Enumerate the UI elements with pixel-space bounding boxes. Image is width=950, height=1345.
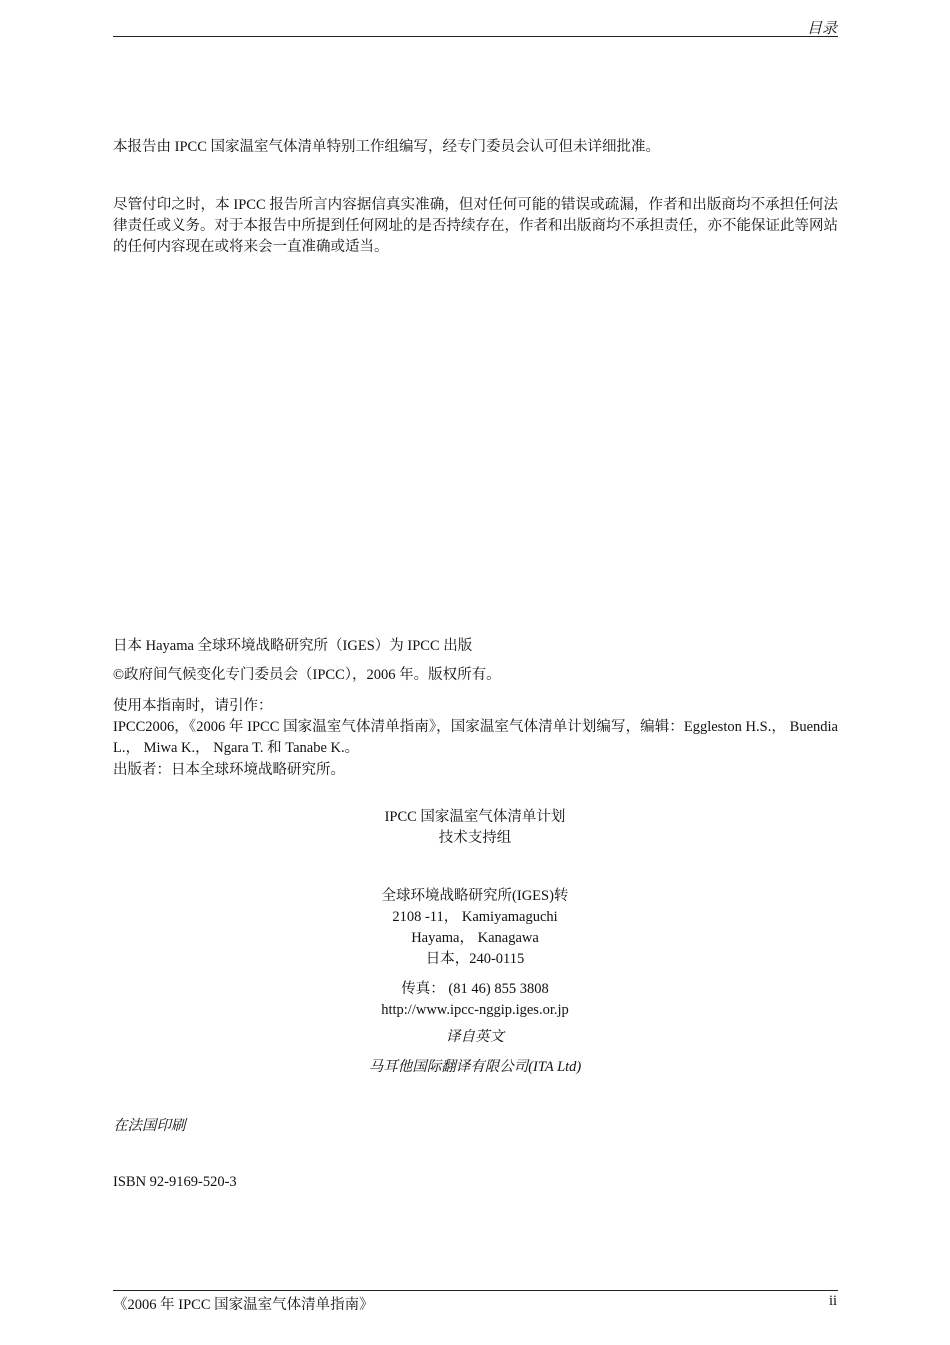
printed-in: 在法国印刷 (113, 1118, 186, 1134)
published-by: 出版者：日本全球环境战略研究所。 (113, 762, 345, 778)
page-number: ii (828, 1293, 837, 1309)
program-unit: 技术支持组 (438, 830, 512, 846)
disclaimer-paragraph: 尽管付印之时，本 IPCC 报告所言内容据信真实准确，但对任何可能的错误或疏漏，作者和出版商均不承担任何法律责任或义务。对于本报告中所提到任何网址的是否持续存在，作者和出版商均不承担责任，亦不能保证此等网站的任何内容现在或将来会一直准确或适当。 (113, 197, 838, 255)
header-rule (113, 36, 838, 37)
footer-title: 《2006 年 IPCC 国家温室气体清单指南》 (113, 1297, 374, 1313)
address-line: 日本，240-0115 (425, 951, 525, 967)
program-name: IPCC 国家温室气体清单计划 (384, 809, 566, 825)
website-link[interactable]: http://www.ipcc-nggip.iges.or.jp (381, 1002, 569, 1018)
footer-rule (113, 1290, 838, 1291)
translation-note: 译自英文 (446, 1029, 504, 1045)
copyright-notice: ©政府间气候变化专门委员会（IPCC），2006 年。版权所有。 (113, 667, 501, 683)
fax-number: 传真： (81 46) 855 3808 (401, 981, 549, 997)
isbn: ISBN 92-9169-520-3 (113, 1174, 237, 1190)
contact-block (0, 979, 950, 1021)
address-block (0, 886, 950, 970)
address-line: Hayama， Kanagawa (411, 930, 539, 946)
approval-statement: 本报告由 IPCC 国家温室气体清单特别工作组编写，经专门委员会认可但未详细批准。 (113, 139, 660, 155)
address-line: 全球环境战略研究所(IGES)转 (381, 888, 569, 904)
publisher-statement: 日本 Hayama 全球环境战略研究所（IGES）为 IPCC 出版 (113, 638, 473, 654)
translator-company: 马耳他国际翻译有限公司(ITA Ltd) (368, 1059, 582, 1075)
running-header-title: 目录 (806, 21, 837, 37)
program-block (0, 807, 950, 849)
address-line: 2108 -11， Kamiyamaguchi (392, 909, 558, 925)
citation-heading: 使用本指南时，请引作： (113, 698, 273, 714)
citation-text: IPCC2006，《2006 年 IPCC 国家温室气体清单指南》，国家温室气体清单计划编写，编辑：Eggleston H.S.， Buendia L.， Miwa K.， Ngara T. 和 Tanabe K.。 (113, 719, 838, 756)
